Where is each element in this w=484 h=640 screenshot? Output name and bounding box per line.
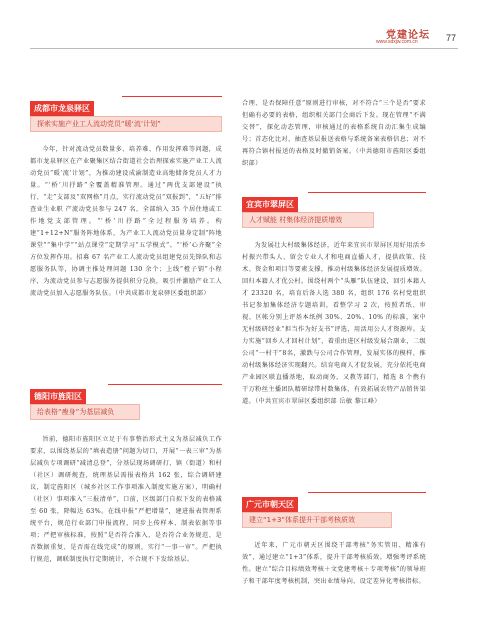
section-title: 广元市朝天区 [242,497,298,512]
section-subtitle: 人才赋能 村集体经济提质增效 [242,212,374,228]
section-heading [242,192,426,228]
section-title: 宜宾市翠屏区 [242,197,298,212]
heading-rule [308,192,426,193]
heading-rule [108,384,222,385]
header-divider [30,48,458,49]
section-jingyang-continued [242,98,426,180]
magazine-url: www.sdxjw.com.cn [376,39,418,45]
section-body [242,240,426,506]
section-heading [30,384,222,420]
heading-rule [308,492,426,493]
section-title: 德阳市旌阳区 [30,389,86,404]
page-fade-right [242,600,426,640]
section-body [242,98,426,180]
paragraph: 今年，针对流动党员数量多、培养难、作用发挥难等问题，成都市龙泉驿区在产业聚集区结合街道社会治理探索实施产业工人流动党员“暖‘流’计划”，为推动建设成渝制造业高地储备党员人才力量。“‘桥’川抒路”全覆盖精准管理。通过“两优支部建设”执行、“走”支部及“双网格”月点，实行流动党员“双报到”，“五好”排查业生业职 产流动党员参与 247 名，全部纳入 35 个居住地或工作地党支部管理。“‘桥’川抒路”全过程服务培养。构建“1+12+N”服务阵地体系，为产业工人流动党员量身定制“阵地课堂”“集中学”“站点课堂”定期学习“五学模式”。“‘桥’心齐聚”全方位发挥作用。招募 67 名产业工人流动党员组建党员先锋队和志愿服务队等，协调主推处理问题 130 余个；上线“橙子钥”小程序，为流动党员参与志愿服务提供积分兑换，吸引并激励产业工人流动党员加入志愿服务队伍。（中共成都市龙泉驿区委组织部） [30,146,222,297]
paragraph: 合理、是否保障任意”原则进行审核，对不符合“三个是否”要求但确有必要的表格，组织相关部门会商后下发。现在管理“不满交替”，探化动态管理，审核通过的表格系统自动汇集生成编号；首态化比对、抽查基层报送表格与系统备案表格信息；对不再符合镇村报送的表格及时撤销备案。（中共德阳市旌阳区委组织部） [242,100,426,167]
paragraph: 旨前，德阳市旌阳区立足于有事整治形式主义为基层减负工作要求，以围绕基层的“填表造册”问题为切口，开展“一表三审”为基层减负专项调研“减清总登”，分基层现场调研打、镇（街道）和村（社区）调研规查，统理基层需报表格共 162 张，综合调研建议，制定旌阳区（城乡社区工作事项准入制度实施方案），明确村（社区）事项准入“三报清单”，口前，区级部门自拟下发的表格减至 60 张，降幅达 63%。在线申报“严把增量”，建进报表管理系统平台，规范行业部门申报流程，同步上传样本、制表依据等事项；严把审核标准，按照“是否符合准入、是否符合业务规范、是否数据重复、是否需在线完成”的原则，实行“一事一审”。严把执行规范，调联制度执行定期统计，不合规不下发给基层。 [30,436,222,563]
magazine-logo: 党建论坛 [386,30,430,41]
section-longquanyi [30,96,222,382]
paragraph: 为发展壮大村级集体经济，近年来宜宾市翠屏区用好用活乡村振兴带头人、留会专业人才和电商直播人才，提供政策、技术、资金和项目等要素支撑，推动村级集体经济发展提质增效。回归本籍人才优公村。围绕村两个“头雁”队伍建设，回引本籍人才 23320 名，培育后备人选 380 名，组织 176 名村党组织书记参加集体经济专题培训，看整学习 2 次，按照者纸、审视、区帐分别上评基本纸例 30%、20%、10% 的标准，案中无村级研经业“担当作为好支书”评选，用活用公人才资源库。支力实施“回乡人才回村计划”，着重由进区村级发展合副业，二级公司“一村干”8名，激跌与公司合作管理，发展实体的模样，推动村级集体经济实现翻兴。结育电商人才促发展，充分依托电商产业园区联直播基地，取动商务，又教等部门，精选 8 个携有干万粉丝主播团队精研绿带村数集体，有效拓展农特产品销售渠道。（中共宜宾市翠屏区委组织部 岳敏 黎江峰） [242,242,426,405]
section-cuiping [242,192,426,506]
paragraph: 近年来，广元市朝天区围绕干部考核“务实管用、精准有效”，通过建立“1+3”体系，提升干部考核质效。增强考评系统性。建立“综合目标绩效考核＋文党建考核＋专项考核”的领导班子和干部年度考核机制，突出业绩导向，设定差异化考核指标。 [242,542,426,585]
section-heading [242,492,426,528]
page-header [0,0,484,50]
heading-rule [122,96,222,97]
section-heading [30,96,222,132]
section-body [30,144,222,382]
section-subtitle: 建立“1+3”体系提升干部考核质效 [242,512,392,528]
section-subtitle: 探索实施产业工人流动党员“暖‘流’计划” [30,116,222,132]
page-number: 77 [446,33,457,43]
section-title: 成都市龙泉驿区 [30,101,94,116]
section-subtitle: 给表格“瘦身”为基层减负 [30,404,140,420]
page-fade-left [30,600,222,640]
